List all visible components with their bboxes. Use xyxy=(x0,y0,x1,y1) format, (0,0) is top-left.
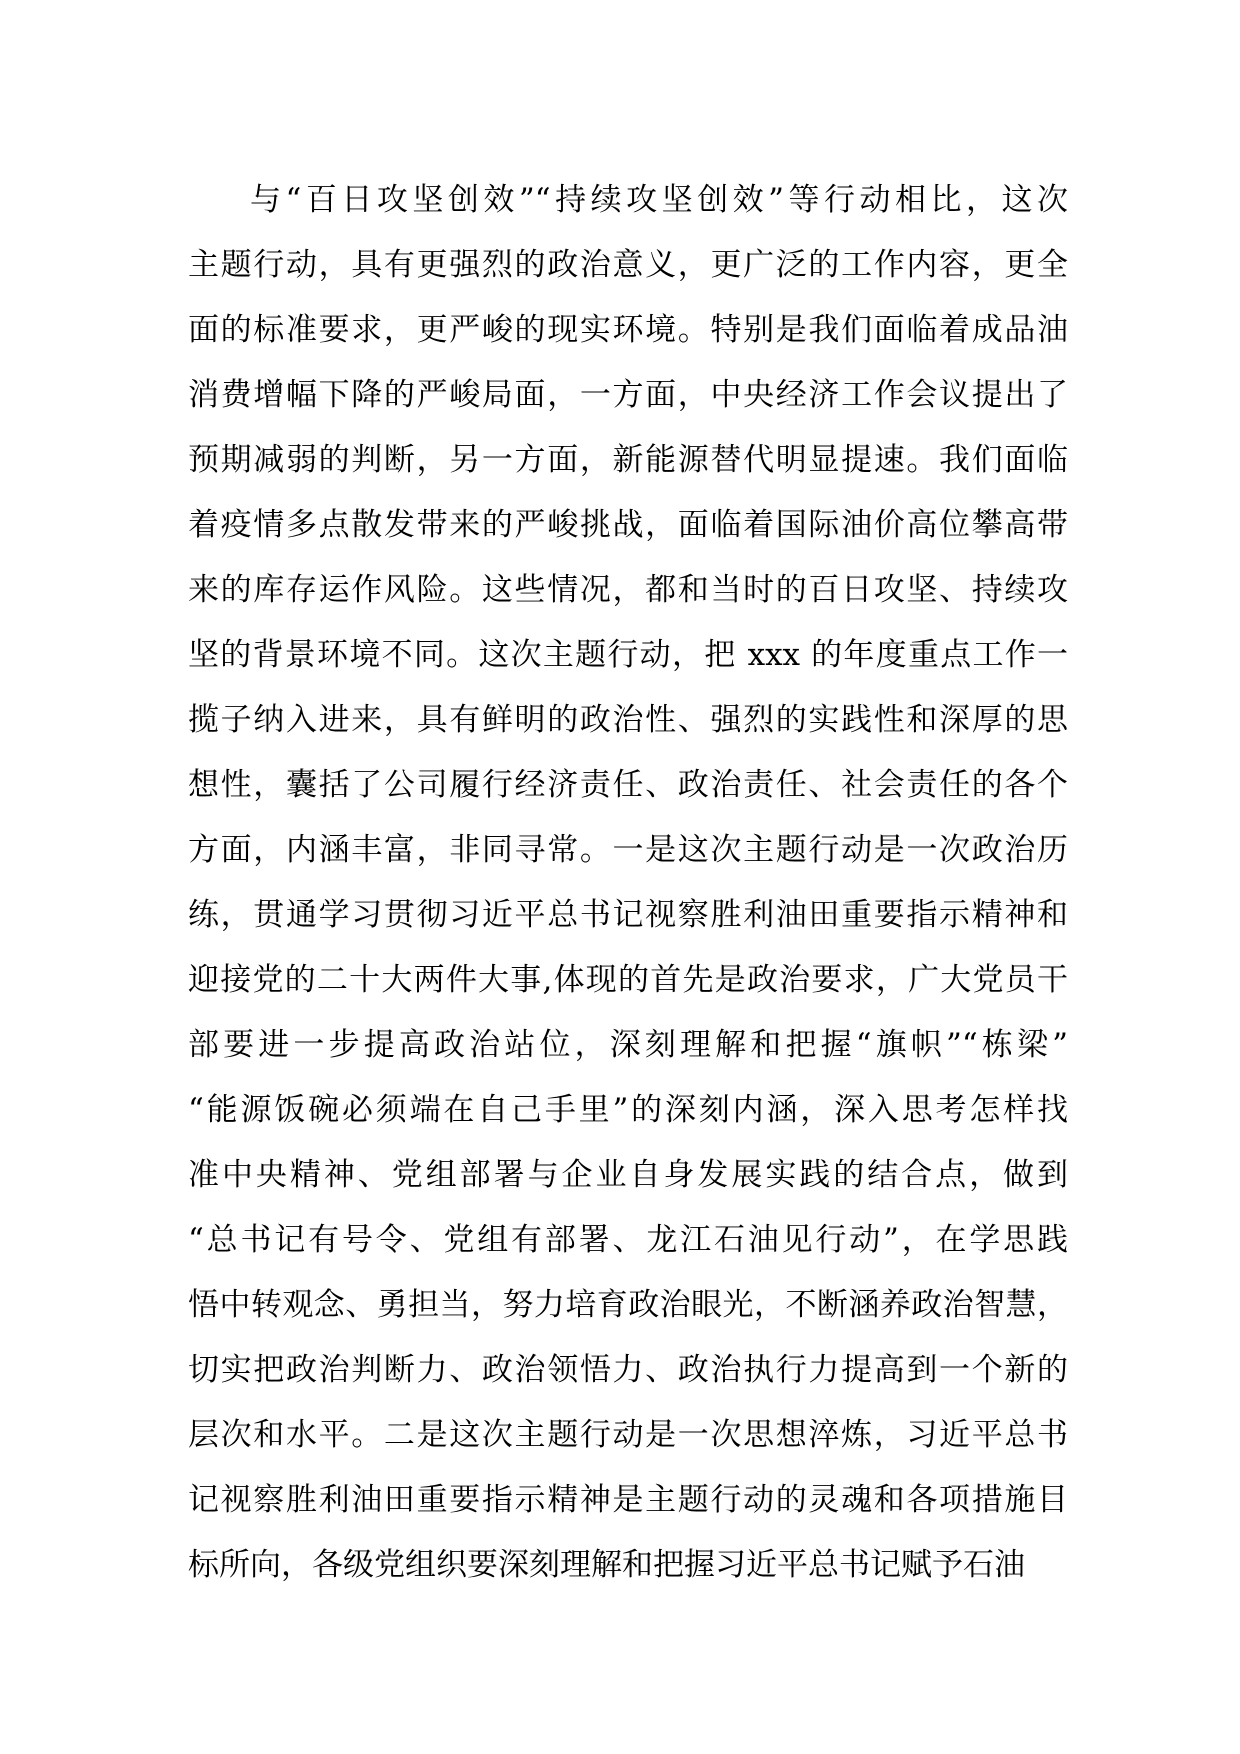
text-line: 与“百日攻坚创效”“持续攻坚创效”等行动相比，这次 xyxy=(250,182,1068,218)
text-line: 记视察胜利油田重要指示精神是主题行动的灵魂和各项措施目 xyxy=(188,1482,1068,1518)
text-line: 揽子纳入进来，具有鲜明的政治性、强烈的实践性和深厚的思 xyxy=(188,702,1068,738)
text-line: 切实把政治判断力、政治领悟力、政治执行力提高到一个新的 xyxy=(188,1352,1068,1388)
text-line: 面的标准要求，更严峻的现实环境。特别是我们面临着成品油 xyxy=(188,312,1068,348)
text-line: 来的库存运作风险。这些情况，都和当时的百日攻坚、持续攻 xyxy=(188,572,1068,608)
text-line: 方面，内涵丰富，非同寻常。一是这次主题行动是一次政治历 xyxy=(188,832,1068,868)
text-line: “总书记有号令、党组有部署、龙江石油见行动”，在学思践 xyxy=(188,1222,1068,1258)
text-line: 预期减弱的判断，另一方面，新能源替代明显提速。我们面临 xyxy=(188,442,1068,478)
text-line: “能源饭碗必须端在自己手里”的深刻内涵，深入思考怎样找 xyxy=(188,1092,1068,1128)
text-line: 练，贯通学习贯彻习近平总书记视察胜利油田重要指示精神和 xyxy=(188,897,1068,933)
text-line: 消费增幅下降的严峻局面，一方面，中央经济工作会议提出了 xyxy=(188,377,1068,413)
text-line: 着疫情多点散发带来的严峻挑战，面临着国际油价高位攀高带 xyxy=(188,507,1068,543)
text-line: 部要进一步提高政治站位，深刻理解和把握“旗帜”“栋梁” xyxy=(188,1027,1068,1063)
text-line: 标所向，各级党组织要深刻理解和把握习近平总书记赋予石油 xyxy=(188,1547,1025,1583)
text-line: 层次和水平。二是这次主题行动是一次思想淬炼，习近平总书 xyxy=(188,1417,1068,1453)
text-line: 悟中转观念、勇担当，努力培育政治眼光，不断涵养政治智慧， xyxy=(188,1287,1068,1323)
text-line: 迎接党的二十大两件大事,体现的首先是政治要求，广大党员干 xyxy=(188,962,1068,998)
body-paragraph xyxy=(188,168,1068,1598)
text-line: 准中央精神、党组部署与企业自身发展实践的结合点，做到 xyxy=(188,1157,1068,1193)
text-line: 坚的背景环境不同。这次主题行动，把 xxx 的年度重点工作一 xyxy=(188,637,1068,673)
text-line: 想性，囊括了公司履行经济责任、政治责任、社会责任的各个 xyxy=(188,767,1068,803)
text-line: 主题行动，具有更强烈的政治意义，更广泛的工作内容，更全 xyxy=(188,247,1068,283)
